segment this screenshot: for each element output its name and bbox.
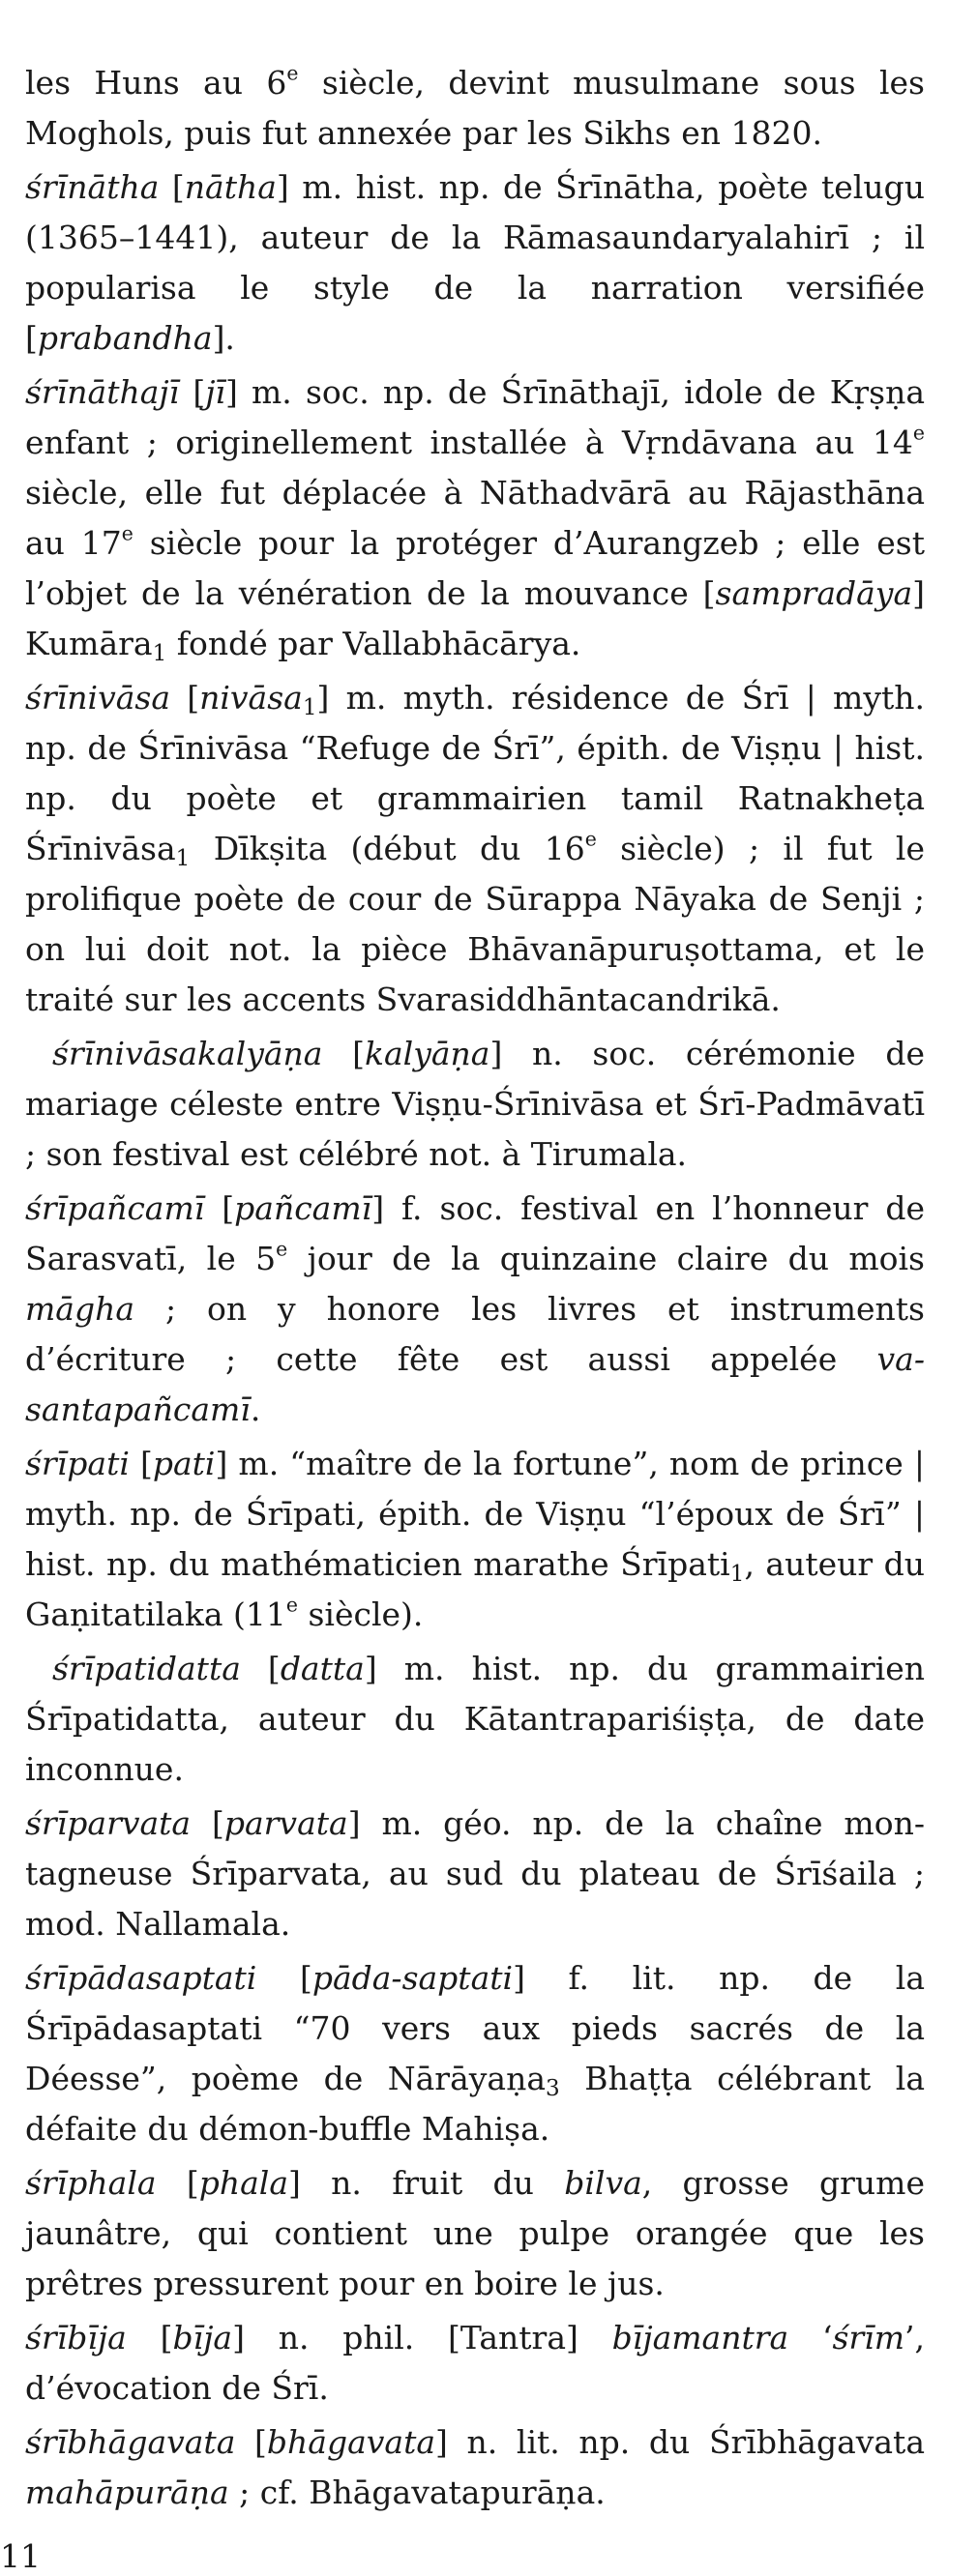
italic-term: vasantapañcamī — [25, 1340, 925, 1428]
headword: śrībhāgavata — [25, 2423, 236, 2461]
entry-text: [ — [156, 2164, 199, 2202]
italic-term: pāda-saptati — [311, 1959, 514, 1997]
italic-term: māgha — [25, 1290, 135, 1328]
entry-text: jour de la quinzaine claire du mois — [287, 1240, 925, 1277]
entry-text: siècle, devint musulmane sous les Moghols, puis fut annexée par les Sikhs en 1820. — [25, 64, 925, 152]
headword: śrīpati — [25, 1445, 130, 1482]
entry-text: ] m. myth. résidence de Śrī | myth. np. de Śrīnivāsa “Refuge de Śrī”, épith. de Viṣṇu | hist. np. du poète et grammairien tamil Ratnakheṭa Śrīnivāsa — [25, 679, 925, 867]
headword: śrīnivāsa — [25, 679, 170, 717]
entry-text: ] n. soc. cérémonie de mariage céleste entre Viṣṇu-Śrīnivāsa et Śrī-Padmāvatī ; son festival est célébré not. à Tirumala. — [25, 1035, 925, 1173]
italic-term: phala — [198, 2164, 288, 2202]
dictionary-column — [25, 58, 925, 2522]
dictionary-entry — [25, 1644, 925, 1795]
entry-text: [ — [191, 1804, 224, 1842]
headword: śrīpādasaptati — [25, 1959, 257, 1997]
headword: śrīnātha — [25, 168, 160, 206]
entry-text: [ — [235, 2423, 267, 2461]
italic-term: sampradāya — [715, 574, 913, 612]
entry-text: ] f. lit. np. de la Śrīpādasaptati “70 vers aux pieds sacrés de la Déesse”, poème de Nārāyaṇa — [25, 1959, 925, 2097]
headword: śrīpatidatta — [52, 1650, 241, 1687]
entry-text: [ — [159, 168, 185, 206]
headword: śrīnāthajī — [25, 373, 180, 411]
italic-term: mahāpurāṇa — [25, 2474, 229, 2511]
entry-text: [ — [126, 2319, 173, 2356]
entry-text: les Huns au 6 — [25, 64, 287, 102]
entry-text: [ — [170, 679, 200, 717]
italic-term: bilva — [564, 2164, 642, 2202]
page-number: 11 — [0, 2537, 41, 2575]
superscript: e — [285, 1593, 298, 1617]
superscript: e — [286, 61, 299, 85]
dictionary-entry — [25, 1799, 925, 1949]
entry-text: [ — [179, 373, 206, 411]
italic-term: nivāsa — [199, 679, 303, 717]
entry-text: ] m. “maître de la fortune”, nom de prince | myth. np. de Śrīpati, épith. de Viṣṇu “l’époux de Śrī” | hist. np. du mathématicien marathe Śrīpati — [25, 1445, 925, 1583]
subscript-index: 1 — [175, 845, 191, 871]
entry-text: [ — [256, 1959, 312, 1997]
italic-term: bhāgavata — [266, 2423, 436, 2461]
headword: śrīparvata — [25, 1804, 192, 1842]
entry-text: ] m. géo. np. de la chaîne montagneuse Śrīparvata, au sud du plateau de Śrīśaila ; mod. Nallamala. — [25, 1804, 925, 1943]
entry-text: ] f. soc. festival en l’honneur de Sarasvatī, le 5 — [25, 1189, 925, 1277]
headword: śrīpañcamī — [25, 1189, 205, 1227]
entry-continuation — [25, 58, 925, 159]
dictionary-entry — [25, 367, 925, 669]
dictionary-entry — [25, 1439, 925, 1640]
subscript-index: 1 — [729, 1561, 745, 1587]
entry-text: siècle, elle fut déplacée à Nāthadvārā au Rājasthāna au 17 — [25, 474, 925, 562]
italic-term: kalyāṇa — [365, 1035, 490, 1072]
dictionary-entry — [25, 2313, 925, 2414]
superscript: e — [584, 827, 597, 851]
entry-text: ; on y honore les livres et instruments d’écriture ; cette fête est aussi appelée — [25, 1290, 925, 1378]
entry-text: [ — [204, 1189, 235, 1227]
entry-text: Dīkṣita (début du 16 — [190, 830, 585, 867]
entry-text: siècle). — [297, 1595, 424, 1633]
entry-text: ] Kumāra — [25, 574, 925, 662]
italic-term: jī — [205, 373, 225, 411]
dictionary-entry — [25, 1029, 925, 1180]
dictionary-entry — [25, 1953, 925, 2154]
entry-text: ]. — [212, 319, 235, 357]
italic-term: pañcamī — [234, 1189, 372, 1227]
italic-term: pati — [152, 1445, 216, 1482]
entry-text: ’, d’évocation de Śrī. — [25, 2319, 925, 2407]
entry-text: ] m. soc. np. de Śrīnāthajī, idole de Kṛṣṇa enfant ; originellement installée à Vṛndāvana au 14 — [25, 373, 925, 461]
dictionary-entry — [25, 2158, 925, 2309]
italic-term: parvata — [223, 1804, 348, 1842]
italic-term: bījamantra — [611, 2319, 789, 2356]
entry-text: . — [250, 1390, 261, 1428]
superscript: e — [121, 521, 133, 545]
entry-text: siècle) ; il fut le prolifique poète de cour de Sūrappa Nāyaka de Senji ; on lui doit not. la pièce Bhāvanāpuruṣottama, et le traité sur les accents Svarasiddhāntacandrikā. — [25, 830, 925, 1018]
dictionary-entry — [25, 162, 925, 364]
italic-term: prabandha — [37, 319, 213, 357]
superscript: e — [276, 1237, 288, 1261]
entry-text: ] n. fruit du — [288, 2164, 565, 2202]
italic-term: śrīm — [832, 2319, 905, 2356]
entry-text: ; cf. Bhāgavatapurāṇa. — [228, 2474, 606, 2511]
superscript: e — [912, 421, 925, 445]
entry-text: fondé par Vallabhācārya. — [166, 625, 581, 662]
entry-text: ] m. hist. np. du grammairien Śrīpatidatta, auteur du Kātantrapariśiṣṭa, de date inconnue. — [25, 1650, 925, 1788]
entry-text: [ — [322, 1035, 366, 1072]
entry-text: ] m. hist. np. de Śrīnātha, poète telugu (1365–1441), auteur de la Rāmasaundaryalahirī ; il popularisa le style de la narration versifiée [ — [25, 168, 925, 357]
entry-text: siècle pour la protéger d’Aurangzeb ; elle est l’objet de la vénération de la mouvance [ — [25, 524, 925, 612]
headword: śrīnivāsakalyāṇa — [52, 1035, 323, 1072]
italic-term: nātha — [184, 168, 277, 206]
headword: śrīphala — [25, 2164, 157, 2202]
entry-text: ] n. lit. np. du Śrībhāgavata — [435, 2423, 925, 2461]
headword: śrībīja — [25, 2319, 127, 2356]
entry-text: [ — [240, 1650, 281, 1687]
dictionary-entry — [25, 1184, 925, 1435]
subscript-index: 1 — [152, 640, 167, 666]
entry-text: ‘ — [788, 2319, 833, 2356]
entry-text: Bhaṭṭa célébrant la défaite du démon-buffle Mahiṣa. — [25, 2060, 925, 2148]
entry-text: , auteur du Gaṇitatilaka (11 — [25, 1545, 925, 1633]
entry-text: [ — [129, 1445, 153, 1482]
entry-text: ] n. phil. [Tantra] — [232, 2319, 612, 2356]
dictionary-entry — [25, 2417, 925, 2518]
italic-term: datta — [280, 1650, 365, 1687]
entry-text: , grosse grume jaunâtre, qui contient une pulpe orangée que les prêtres pressurent pour en boire le jus. — [25, 2164, 925, 2302]
italic-term: bīja — [172, 2319, 233, 2356]
dictionary-entry — [25, 673, 925, 1025]
subscript-index: 3 — [546, 2075, 560, 2101]
subscript-index: 1 — [302, 694, 317, 720]
